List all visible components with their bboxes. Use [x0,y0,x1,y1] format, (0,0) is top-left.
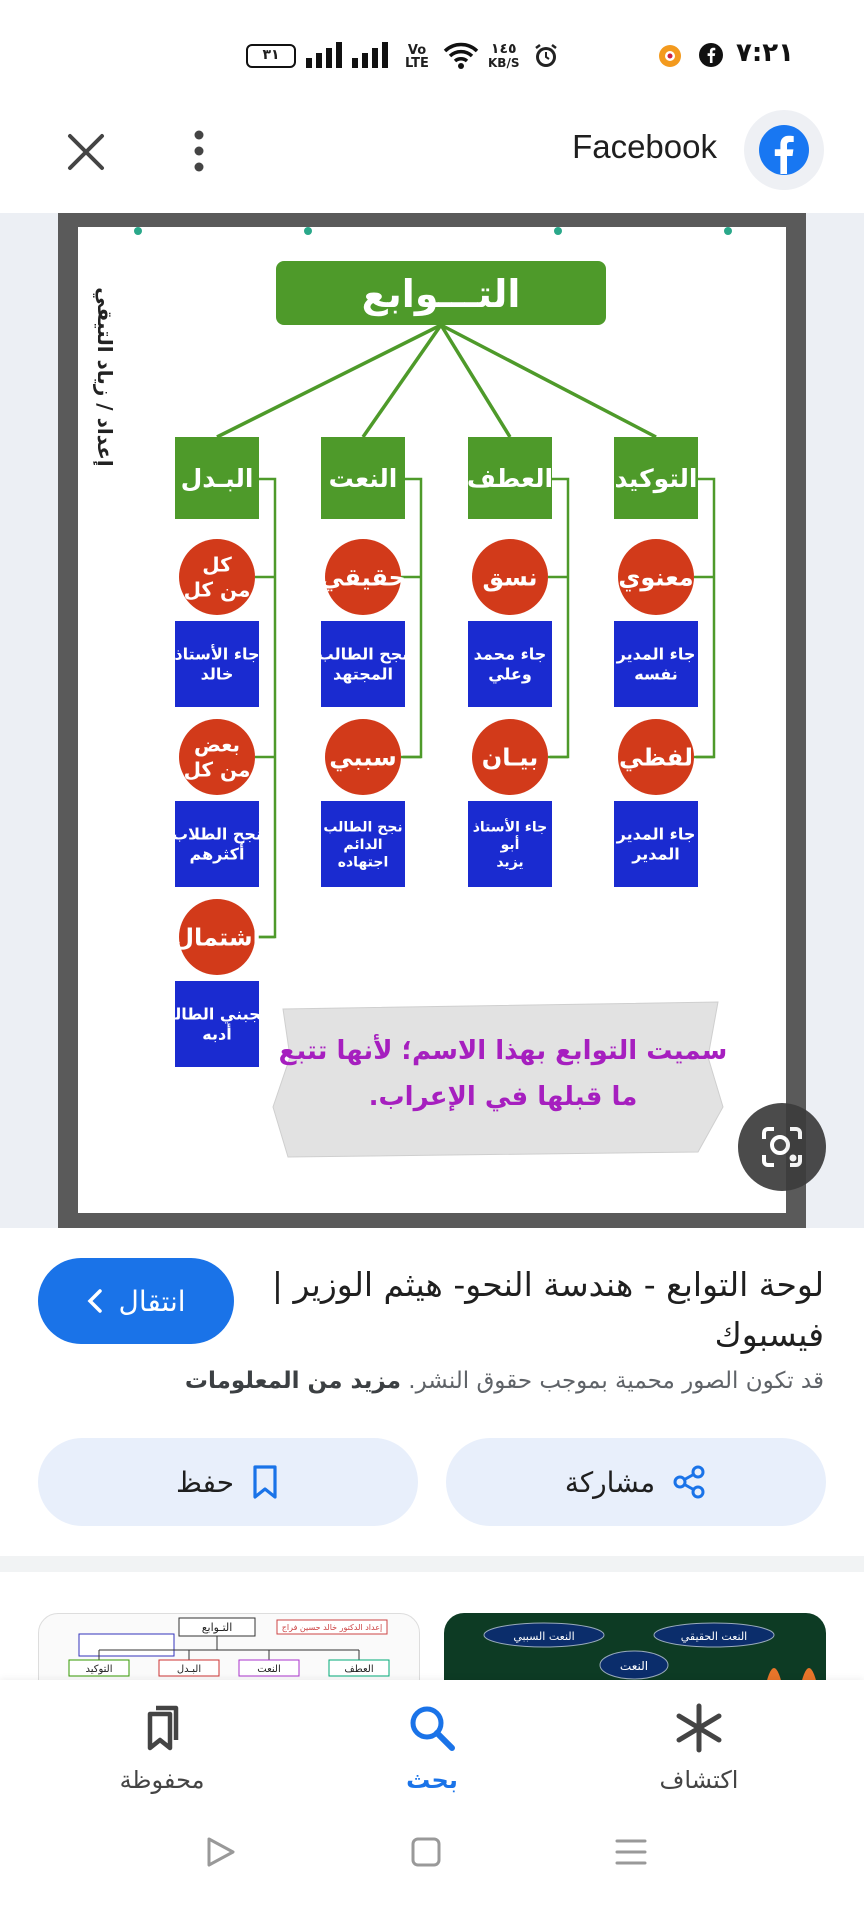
example-label-1-1: جاء الأستاذ أبو يزيد [472,819,548,871]
example-label-2-0: نجح الطالب المجتهد [317,644,409,684]
thumb1-label-2: النعت السببي [513,1630,575,1643]
bottom-navigation [0,1680,864,1805]
category-label-2: النعت [328,463,398,493]
thumb2-label-3: العطف [344,1664,374,1675]
chevron-left-icon [86,1288,104,1314]
alarm-icon [532,42,560,74]
facebook-notification-icon [698,42,724,72]
source-avatar[interactable] [744,110,824,190]
signal-icon-sim1 [306,42,346,72]
system-back-button[interactable] [203,1835,237,1873]
square-home-icon [409,1835,443,1869]
type-label-1-0: نسق [482,563,538,592]
copyright-notice: قد تكون الصور محمية بموجب حقوق النشر. مزيد من المعلومات [184,1368,824,1394]
image-preview-area [0,213,864,1228]
bookmark-icon [250,1464,280,1500]
asterisk-icon [673,1702,725,1754]
facebook-logo-icon [758,124,810,176]
type-label-1-1: بيـان [481,743,539,772]
save-button[interactable] [38,1438,418,1526]
share-icon [671,1464,707,1500]
poster-note-line2: ما قبلها في الإعراب. [368,1082,638,1112]
visit-label: انتقال [118,1284,186,1318]
type-label-2-0: حقيقي [320,563,406,592]
nav-search-label: بحث [406,1766,458,1794]
status-bar [0,0,864,110]
thumb1-label-3: النعت [619,1659,649,1673]
nav-saved[interactable] [62,1702,262,1794]
more-vert-icon [184,126,214,176]
clock: ٧:٢١ [735,38,794,68]
viewer-header [0,110,864,210]
poster-note-paper [273,1002,723,1157]
example-label-1-0: جاء محمد وعلي [473,644,547,684]
category-bracket-2 [403,479,421,757]
source-name[interactable]: Facebook [572,128,717,165]
google-lens-button[interactable] [738,1103,826,1191]
poster-canvas [78,227,786,1213]
thumb2-label-2: إعداد الدكتور خالد حسين فراج [281,1623,383,1632]
poster-image[interactable] [58,213,806,1228]
nav-search[interactable] [332,1702,532,1794]
share-label: مشاركة [564,1465,656,1499]
example-label-3-0: جاء الأستاذ خالد [174,644,260,684]
category-bracket-1 [550,479,568,757]
system-navigation-bar [0,1805,864,1920]
system-home-button[interactable] [409,1835,443,1873]
type-label-0-0: معنوي [618,563,694,592]
thumb1-label-1: النعت الحقيقي [680,1630,748,1643]
share-button[interactable] [446,1438,826,1526]
wifi-icon [443,42,479,74]
nav-discover-label: اكتشاف [659,1766,739,1794]
lens-icon [758,1123,806,1171]
example-label-3-2: يعجبني الطالب أدبه [158,1004,276,1044]
example-label-0-0: جاء المدير نفسه [616,644,696,684]
battery-icon: ٣١ [246,44,296,68]
saved-collections-icon [136,1702,188,1754]
close-button[interactable] [62,128,110,176]
type-label-3-1: بعض من كل [183,732,251,782]
type-label-3-0: كل من كل [183,552,251,602]
more-options-button[interactable] [184,126,214,176]
type-label-0-1: لفظي [619,743,693,772]
nav-saved-label: محفوظة [119,1766,205,1794]
thumb2-label-1: التـوابع [201,1621,233,1634]
tawabi-diagram [78,227,786,1213]
close-icon [62,128,110,176]
visit-button[interactable] [38,1258,234,1344]
system-recents-button[interactable] [614,1835,648,1873]
example-label-0-1: جاء المدير المدير [616,824,696,864]
network-speed: ١٤٥ KB/S [488,41,520,70]
example-label-2-1: نجح الطالب الدائم اجتهاده [323,819,403,871]
thumb2-label-6: التوكيد [85,1664,113,1675]
category-label-0: التوكيد [614,463,698,493]
app-notification-icon [656,42,684,74]
thumb2-label-5: البـدل [176,1664,202,1675]
section-divider [0,1556,864,1572]
category-label-1: العطف [466,463,554,493]
nav-discover[interactable] [599,1702,799,1794]
menu-recents-icon [614,1835,648,1869]
more-info-link[interactable]: مزيد من المعلومات [184,1368,401,1394]
signal-icon-sim2 [352,42,392,72]
volte-icon: Vo LTE [405,43,429,71]
save-label: حفظ [175,1465,235,1499]
triangle-back-icon [203,1835,237,1869]
category-bracket-0 [696,479,714,757]
category-label-3: البـدل [180,463,254,493]
poster-note-line1: سميت التوابع بهذا الاسم؛ لأنها تتبع [278,1036,728,1066]
example-label-3-1: نجح الطلاب أكثرهم [172,824,262,864]
type-label-3-2: اشتمال [173,923,261,952]
search-icon [406,1702,458,1754]
poster-author: إعداد / زياد التيقي [93,287,117,467]
poster-title: التـــوابع [361,272,521,316]
category-bracket-3 [257,479,275,937]
result-title[interactable]: لوحة التوابع - هندسة النحو- هيثم الوزير | فيسبوك [271,1265,824,1354]
thumb2-label-4: النعت [257,1664,281,1675]
type-label-2-1: سببي [329,743,397,772]
